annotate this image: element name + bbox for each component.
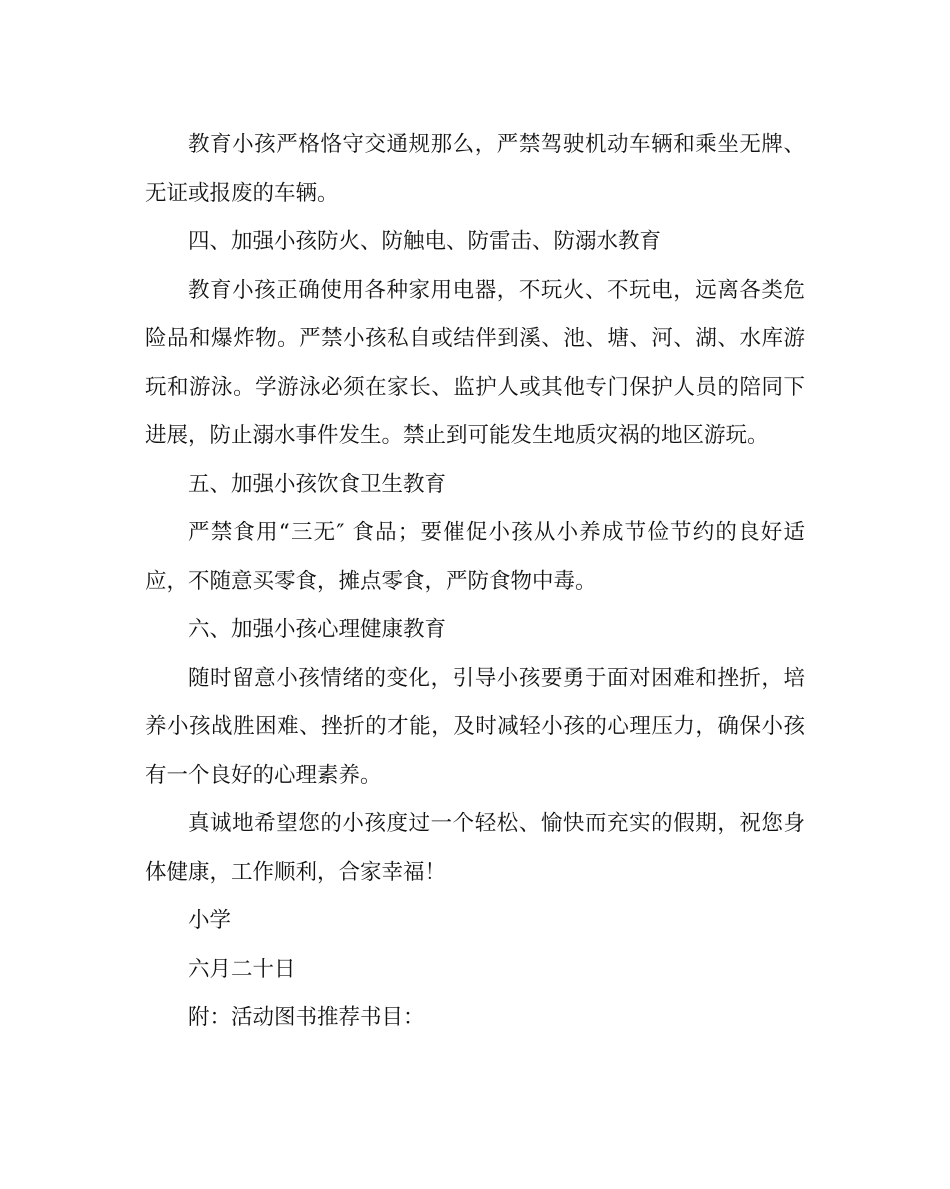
paragraph-mental-health: 随时留意小孩情绪的变化，引导小孩要勇于面对困难和挫折，培养小孩战胜困难、挫折的才能，及时减轻小孩的心理压力，确保小孩有一个良好的心理素养。 [145, 665, 805, 788]
paragraph-food: 严禁食用“三无″ 食品；要催促小孩从小养成节俭节约的良好适应，不随意买零食，摊点零食，严防食物中毒。 [145, 520, 805, 594]
appendix-heading: 附：活动图书推荐书目： [188, 1005, 425, 1030]
section-heading-food: 五、加强小孩饮食卫生教育 [188, 471, 447, 497]
signature-date: 六月二十日 [188, 956, 296, 982]
document-body [145, 121, 805, 1043]
paragraph-traffic-rules: 教育小孩严格恪守交通规那么，严禁驾驶机动车辆和乘坐无牌、无证或报废的车辆。 [145, 132, 805, 206]
section-heading-safety: 四、加强小孩防火、防触电、防雷击、防溺水教育 [188, 229, 662, 254]
paragraph-safety: 教育小孩正确使用各种家用电器，不玩火、不玩电，远离各类危险品和爆炸物。严禁小孩私自或结伴到溪、池、塘、河、湖、水库游玩和游泳。学游泳必须在家长、监护人或其他专门保护人员的陪同下进展，防止溺水事件发生。禁止到可能发生地质灾祸的地区游玩。 [145, 277, 805, 448]
paragraph-closing-wishes: 真诚地希望您的小孩度过一个轻松、愉快而充实的假期，祝您身体健康，工作顺利，合家幸福！ [145, 811, 805, 885]
section-heading-mental-health: 六、加强小孩心理健康教育 [188, 617, 447, 642]
signature-school: 小学 [188, 908, 232, 933]
